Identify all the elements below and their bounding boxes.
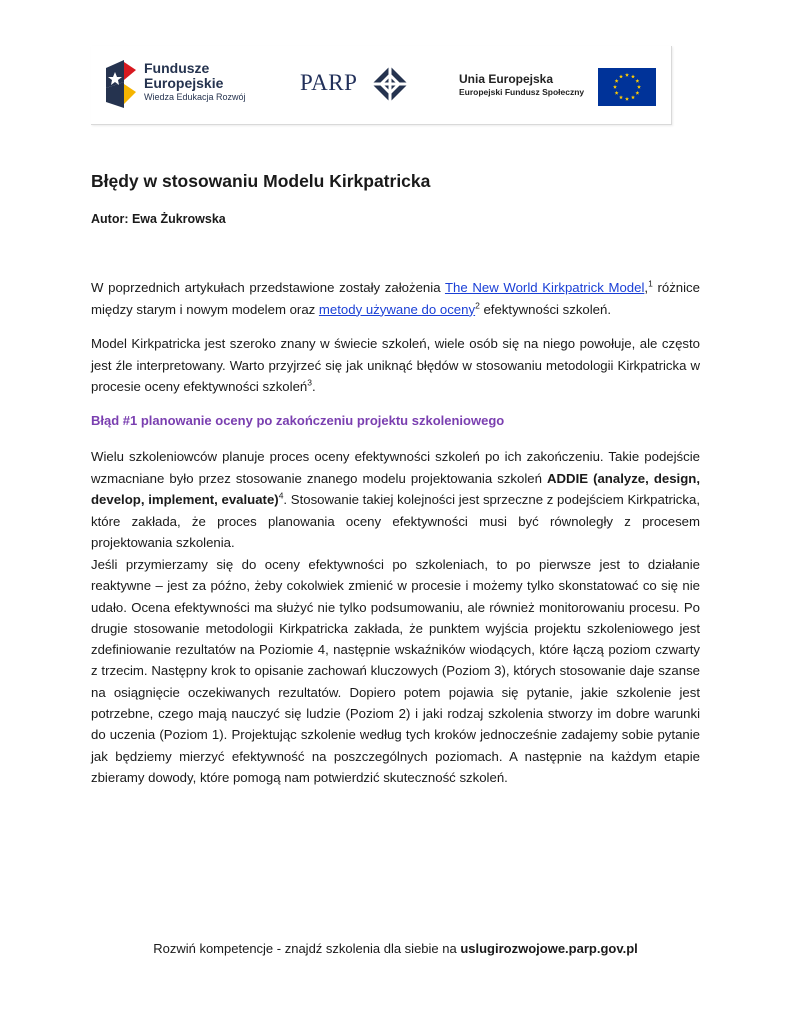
fundusze-europejskie-logo bbox=[104, 56, 264, 114]
logo-header bbox=[91, 46, 672, 125]
footnote-ref-4: 4 bbox=[278, 490, 284, 501]
unia-europejska-logo bbox=[459, 68, 669, 110]
paragraph-intro bbox=[91, 277, 700, 320]
p3-text-2: . Stosowanie takiej kolejności jest sprzeczne z podejściem Kirkpatricka, które zakłada, że proces planowania oceny efektywności musi być równoległy z procesem projektowania szkolenia. bbox=[91, 492, 700, 550]
article-author: Autor: Ewa Żukrowska bbox=[91, 212, 226, 226]
eu-flag-icon bbox=[598, 68, 656, 106]
parp-logo bbox=[300, 64, 410, 106]
fe-logo-line3: Wiedza Edukacja Rozwój bbox=[144, 92, 246, 102]
article-title: Błędy w stosowaniu Modelu Kirkpatricka bbox=[91, 171, 431, 191]
p3-text-1: Wielu szkoleniowców planuje proces oceny efektywności szkoleń po ich zakończeniu. Takie podejście wzmacniane było przez stosowanie znanego modelu projektowania szkoleń bbox=[91, 449, 700, 486]
p2-text-2: . bbox=[311, 379, 316, 394]
page-footer bbox=[0, 941, 791, 956]
parp-logo-text: PARP bbox=[300, 70, 358, 95]
footnote-ref-1: 1 bbox=[648, 278, 653, 289]
evaluation-methods-link[interactable]: metody używane do oceny bbox=[318, 301, 476, 317]
paragraph-reactive-evaluation: Jeśli przymierzamy się do oceny efektywności po szkoleniach, to po pierwsze jest to działanie reaktywne – jest za późno, żeby cokolwiek zmienić w procesie i możemy tylko skonstatować co się nie udało. Ocena efektywności ma służyć nie tylko podsumowaniu, ale również monitorowaniu procesu. Po drugie stosowanie metodologii Kirkpatricka zakłada, że punktem wyjścia projektu szkoleniowego jest zdefiniowanie rezultatów na Poziomie 4, następnie wskaźników wiodących, które łączą poziom czwarty z trzecim. Następny krok to opisanie zachowań kluczowych (Poziom 3), których stosowanie daje szanse na osiągnięcie oczekiwanych rezultatów. Dopiero potem pojawia się pytanie, jakie szkolenie jest potrzebne, czego mają nauczyć się ludzie (Poziom 2) i jaki rodzaj szkolenia stworzy im dobre warunki do uczenia (Poziom 1). Projektując szkolenie według tych kroków jednocześnie zadajemy sobie pytanie jak będziemy mierzyć efektywność na poszczególnych poziomach. A następnie na każdym etapie zbieramy dowody, które pomogą nam potwierdzić skuteczność szkoleń. bbox=[91, 557, 700, 785]
fe-logo-line2: Europejskie bbox=[144, 75, 224, 91]
ue-logo-line2: Europejski Fundusz Społeczny bbox=[459, 87, 585, 97]
p1-text-3: różnice między starym i nowym modelem oraz bbox=[91, 280, 700, 317]
kirkpatrick-model-link[interactable]: The New World Kirkpatrick Model bbox=[444, 280, 645, 295]
parp-mark-icon bbox=[370, 64, 410, 104]
footer-text: Rozwiń kompetencje - znajdź szkolenia dla siebie na bbox=[153, 941, 461, 956]
p2-text-1: Model Kirkpatricka jest szeroko znany w świecie szkoleń, wiele osób się na niego powołuje, ale często jest źle interpretowany. Warto przyjrzeć się jak uniknąć błędów w stosowaniu metodologii Kirkpatricka w procesie oceny efektywności szkoleń bbox=[91, 336, 700, 394]
ue-logo-line1: Unia Europejska bbox=[459, 72, 554, 86]
paragraph-addie bbox=[91, 446, 700, 554]
paragraph-model-overview bbox=[91, 333, 700, 398]
fundusze-europejskie-mark-icon bbox=[104, 58, 138, 110]
p1-text-4: efektywności szkoleń. bbox=[479, 301, 612, 317]
p1-text-2: , bbox=[644, 280, 649, 295]
addie-bold: ADDIE (analyze, design, develop, implement, evaluate) bbox=[91, 470, 700, 507]
p1-text-1: W poprzednich artykułach przedstawione zostały założenia bbox=[91, 280, 445, 295]
footnote-ref-2: 2 bbox=[475, 300, 480, 311]
footnote-ref-3: 3 bbox=[307, 377, 312, 388]
fe-logo-line1: Fundusze bbox=[144, 60, 210, 76]
section-heading-error-1: Błąd #1 planowanie oceny po zakończeniu projektu szkoleniowego bbox=[91, 413, 505, 428]
footer-url: uslugirozwojowe.parp.gov.pl bbox=[460, 941, 638, 956]
